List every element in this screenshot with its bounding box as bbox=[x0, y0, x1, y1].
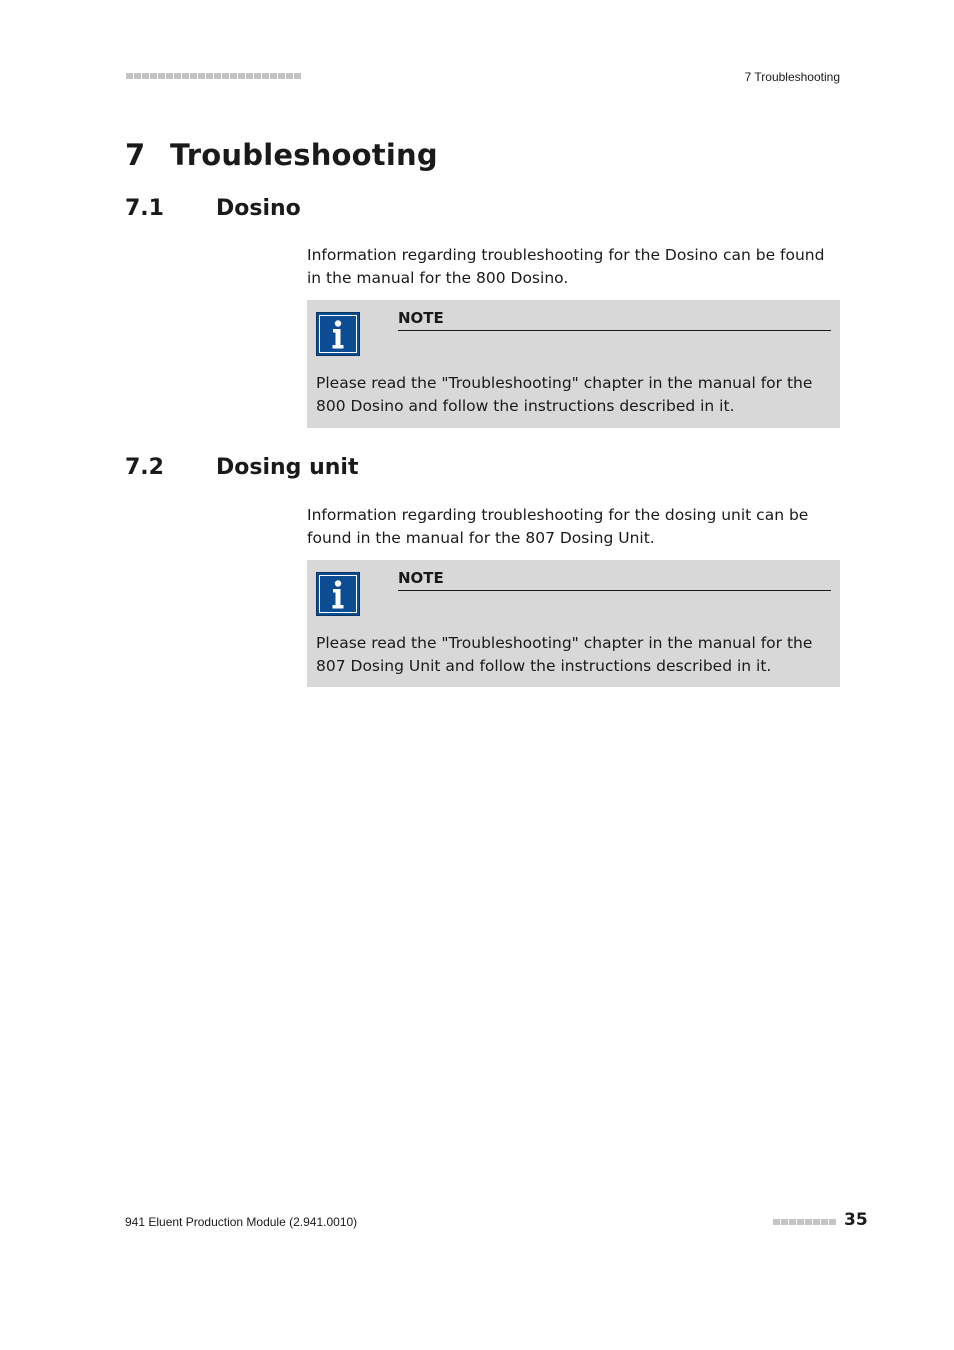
running-header-chapter: 7 Troubleshooting bbox=[744, 70, 840, 84]
chapter-title bbox=[125, 138, 438, 172]
footer-decor-squares bbox=[773, 1219, 836, 1225]
info-icon bbox=[316, 572, 360, 616]
section-title: Dosino bbox=[216, 196, 301, 221]
info-icon bbox=[316, 312, 360, 356]
section-paragraph: Information regarding troubleshooting for the Dosino can be found in the manual for the 800 Dosino. bbox=[307, 246, 825, 287]
section-number: 7.1 bbox=[125, 196, 164, 221]
page-number: 35 bbox=[844, 1210, 868, 1230]
chapter-number: 7 bbox=[125, 138, 146, 172]
footer-document-title: 941 Eluent Production Module (2.941.0010) bbox=[125, 1215, 358, 1229]
note-box bbox=[307, 300, 840, 428]
note-text: Please read the "Troubleshooting" chapter in the manual for the 800 Dosino and follow the instructions described in it. bbox=[316, 374, 813, 415]
section-paragraph: Information regarding troubleshooting for the dosing unit can be found in the manual for the 807 Dosing Unit. bbox=[307, 506, 809, 547]
section-title: Dosing unit bbox=[216, 455, 359, 480]
note-label: NOTE bbox=[398, 309, 831, 331]
note-label: NOTE bbox=[398, 569, 831, 591]
section-heading-dosino bbox=[125, 196, 301, 221]
note-box bbox=[307, 560, 840, 687]
header-decor-squares bbox=[126, 73, 301, 79]
chapter-title-text: Troubleshooting bbox=[170, 138, 438, 172]
section-number: 7.2 bbox=[125, 455, 164, 480]
section-heading-dosing-unit bbox=[125, 455, 358, 480]
note-text: Please read the "Troubleshooting" chapter in the manual for the 807 Dosing Unit and follow the instructions described in it. bbox=[316, 634, 813, 675]
